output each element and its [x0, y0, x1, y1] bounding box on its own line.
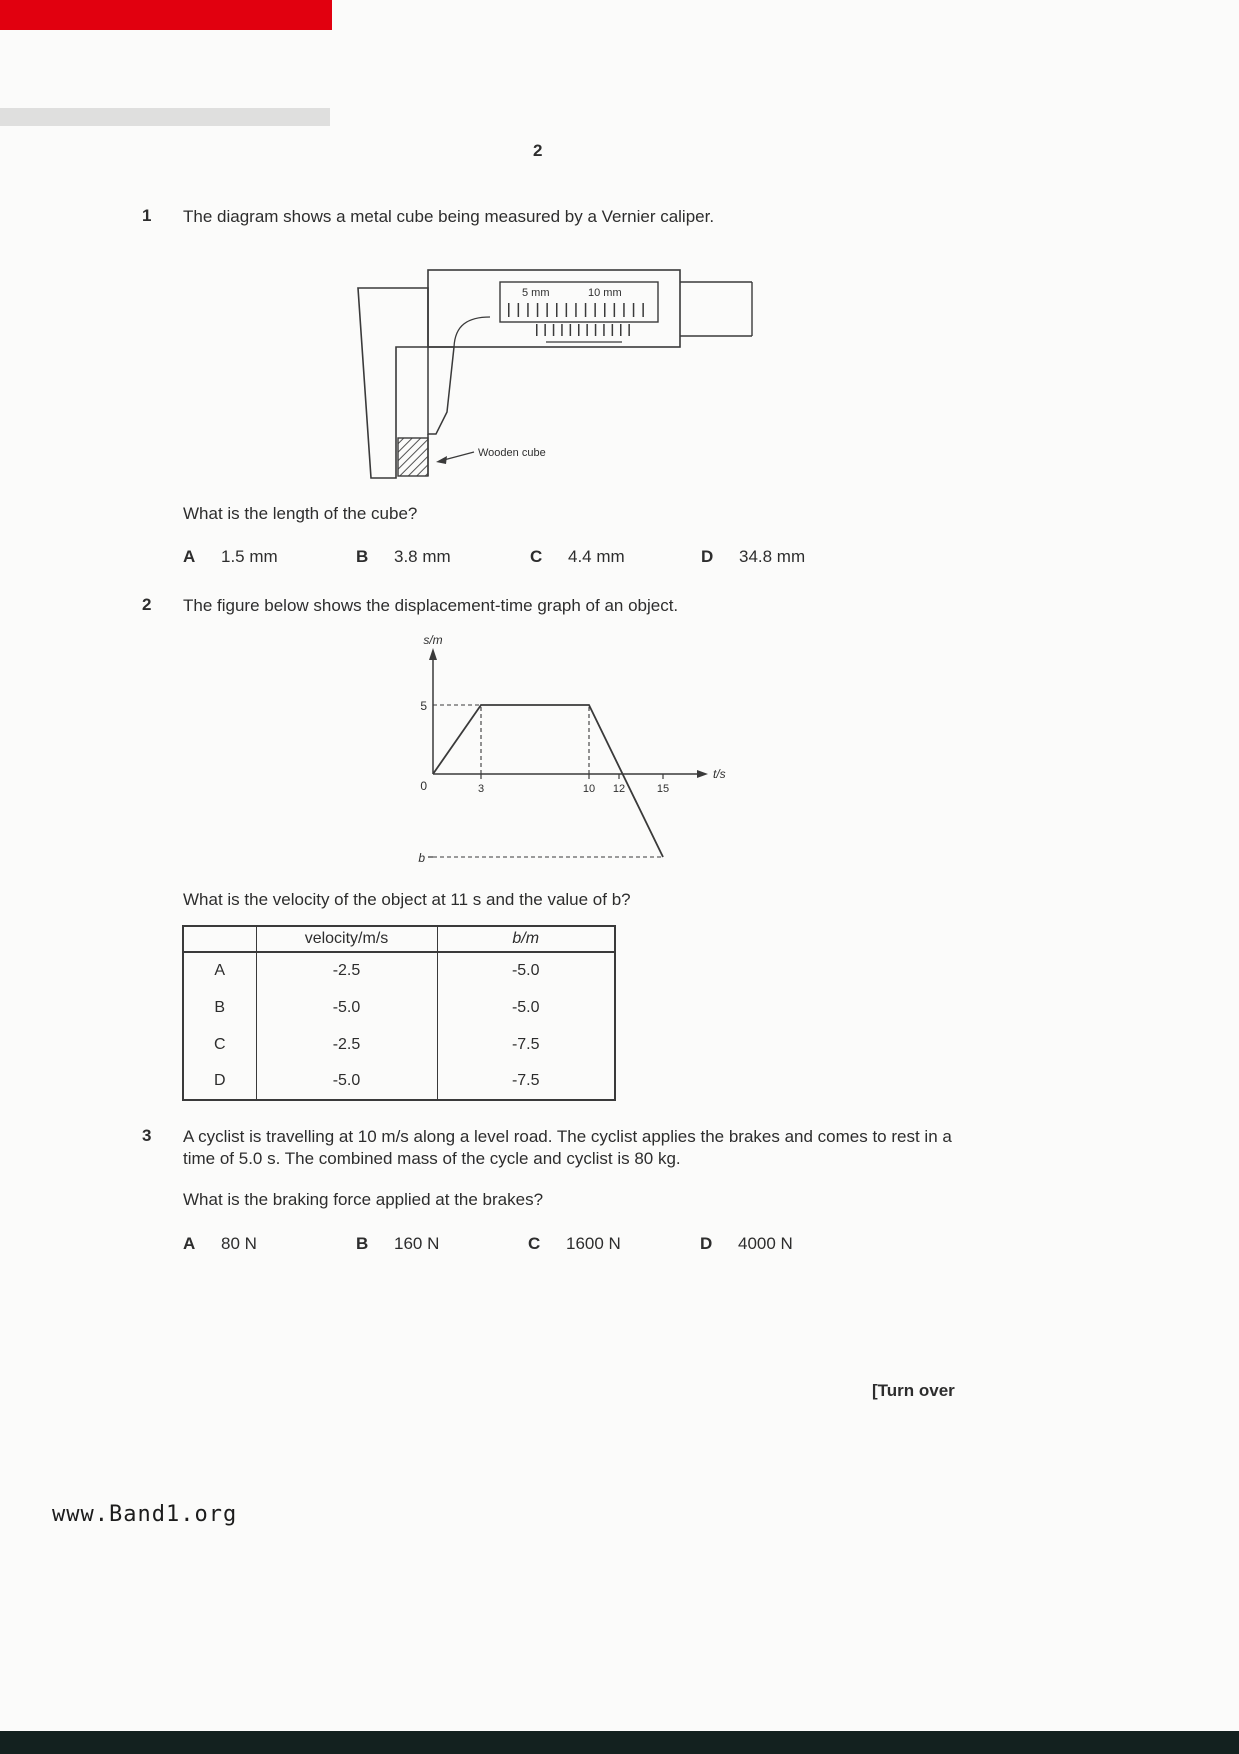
- main-scale-label-5mm: 5 mm: [522, 287, 550, 299]
- q3-option-b: [356, 1234, 439, 1254]
- q1-number: 1: [142, 206, 152, 225]
- page-number: 2: [533, 141, 543, 160]
- vernier-caliper-diagram: [350, 262, 760, 492]
- header-velocity: velocity/m/s: [256, 926, 437, 952]
- scan-red-bar-top: [0, 0, 332, 30]
- y-tick-5: 5: [420, 699, 427, 713]
- turn-over-note: [Turn over: [872, 1381, 955, 1400]
- x-axis-arrow: [697, 770, 708, 778]
- row-d-velocity: -5.0: [256, 1063, 437, 1100]
- displacement-time-graph: [385, 632, 825, 882]
- q1-prompt: The diagram shows a metal cube being measured by a Vernier caliper.: [183, 207, 715, 226]
- b-label: b: [418, 851, 425, 865]
- q3-option-c-letter: C: [528, 1234, 541, 1253]
- q3-question: What is the braking force applied at the brakes?: [183, 1190, 544, 1209]
- watermark: www.Band1.org: [52, 1502, 238, 1527]
- q2-number: 2: [142, 595, 152, 614]
- q3-prompt: A cyclist is travelling at 10 m/s along a level road. The cyclist applies the brakes and comes to rest in a time of 5.0 s. The combined mass of the cycle and cyclist is 80 kg.: [183, 1127, 952, 1169]
- main-scale-label-10mm: 10 mm: [588, 287, 622, 299]
- scan-artifact-band: [0, 108, 330, 126]
- x-tick-12: 12: [612, 783, 626, 795]
- q1-option-b-text: 3.8 mm: [394, 547, 451, 566]
- q1-option-d-text: 34.8 mm: [739, 547, 806, 566]
- row-c-letter: C: [183, 1026, 256, 1063]
- header-b: b/m: [437, 926, 615, 952]
- q1-question: What is the length of the cube?: [183, 504, 418, 523]
- q1-option-c-letter: C: [530, 547, 543, 566]
- q1-option-d: [701, 547, 805, 567]
- row-d-letter: D: [183, 1063, 256, 1100]
- cube-label: Wooden cube: [478, 447, 546, 459]
- row-d-b: -7.5: [511, 1072, 540, 1089]
- row-a-velocity: -2.5: [256, 952, 437, 989]
- q1-option-a-letter: A: [183, 547, 196, 566]
- header-blank: [183, 926, 256, 952]
- row-a-letter: A: [183, 952, 256, 989]
- displacement-curve: [433, 705, 663, 857]
- q1-option-a: [183, 547, 278, 567]
- caliper-curve-detail: [454, 317, 490, 347]
- row-b-b: -5.0: [511, 998, 540, 1016]
- q3-option-d: [700, 1234, 793, 1254]
- q1-option-a-text: 1.5 mm: [221, 547, 278, 566]
- q3-option-a-letter: A: [183, 1234, 196, 1253]
- origin-label: 0: [420, 779, 427, 793]
- table-header-row: [183, 926, 615, 952]
- q2-question: What is the velocity of the object at 11 s and the value of b?: [183, 890, 631, 909]
- table-row: [183, 989, 615, 1026]
- x-tick-15: 15: [656, 783, 670, 795]
- row-c-velocity: -2.5: [256, 1026, 437, 1063]
- x-axis-label: t/s: [713, 767, 726, 781]
- q1-option-b: [356, 547, 451, 567]
- y-axis-arrow: [429, 648, 437, 660]
- wooden-cube: [398, 438, 428, 476]
- cube-pointer-arrowhead: [436, 456, 447, 464]
- scan-dark-bar-bottom: [0, 1731, 1239, 1754]
- q3-option-d-letter: D: [700, 1234, 713, 1253]
- q3-option-b-letter: B: [356, 1234, 369, 1253]
- row-b-velocity: -5.0: [256, 989, 437, 1026]
- q1-option-c-text: 4.4 mm: [568, 547, 625, 566]
- q3-option-a: [183, 1234, 257, 1254]
- q3-option-d-text: 4000 N: [738, 1234, 793, 1253]
- row-c-b: -7.5: [511, 1035, 540, 1053]
- q3-number: 3: [142, 1126, 152, 1145]
- q1-option-c: [530, 547, 625, 567]
- x-tick-10: 10: [582, 783, 596, 795]
- table-row: [183, 1026, 615, 1063]
- x-tick-3: 3: [477, 783, 485, 795]
- q1-option-d-letter: D: [701, 547, 714, 566]
- caliper-movable-jaw: [428, 347, 454, 434]
- table-row: [183, 952, 615, 989]
- q1-option-b-letter: B: [356, 547, 369, 566]
- q2-answer-table: [182, 925, 616, 1101]
- q3-option-c: [528, 1234, 621, 1254]
- dashed-guides: [433, 705, 663, 857]
- q3-option-a-text: 80 N: [221, 1234, 257, 1253]
- row-b-letter: B: [183, 989, 256, 1026]
- q2-prompt: The figure below shows the displacement-time graph of an object.: [183, 596, 679, 615]
- y-axis-label: s/m: [423, 633, 443, 647]
- q3-option-b-text: 160 N: [394, 1234, 440, 1253]
- row-a-b: -5.0: [511, 962, 540, 979]
- q3-option-c-text: 1600 N: [566, 1234, 621, 1253]
- table-row: [183, 1063, 615, 1100]
